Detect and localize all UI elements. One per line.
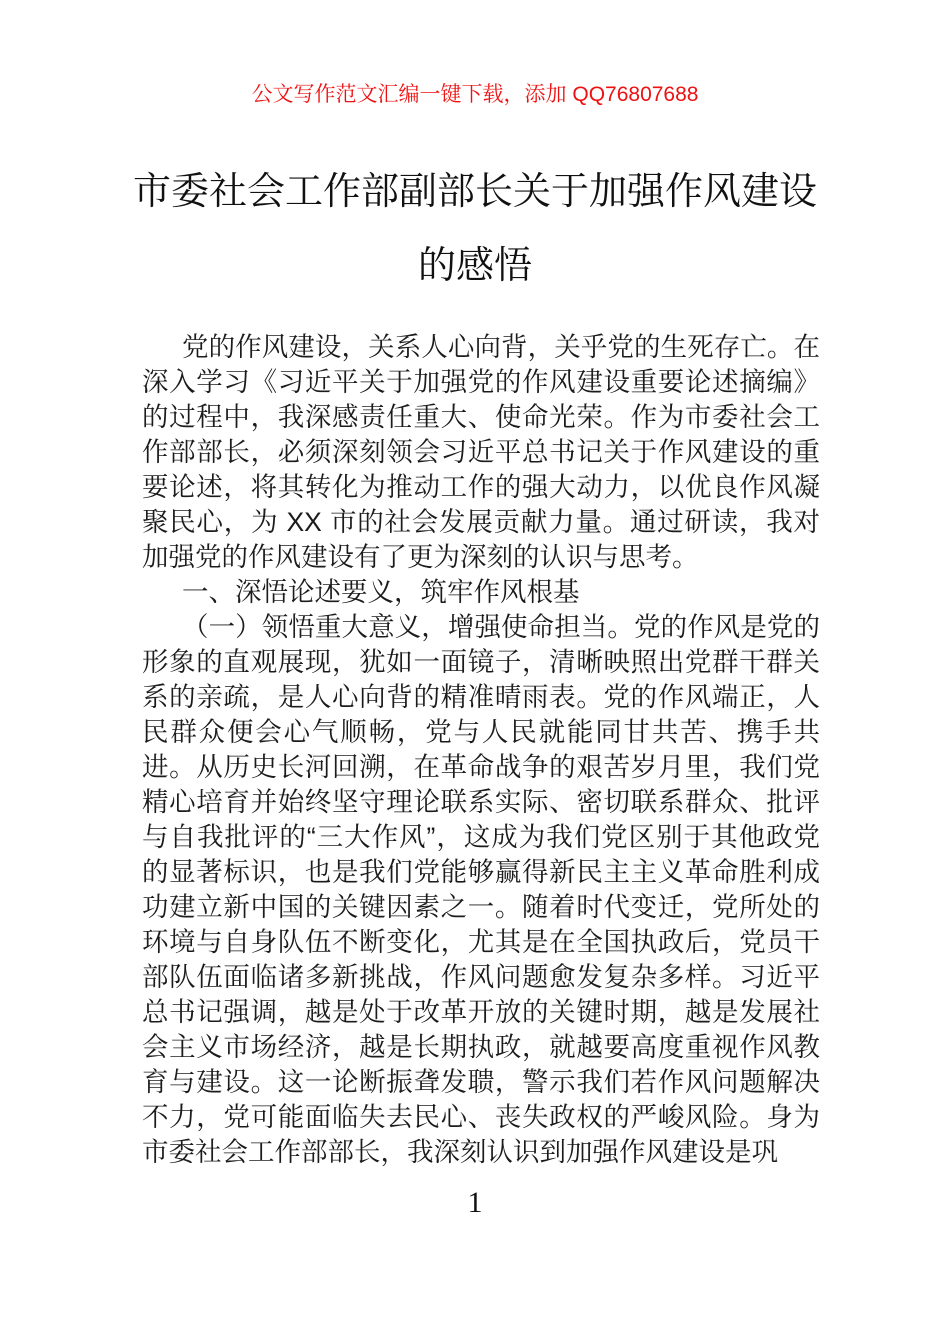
section-heading: 一、深悟论述要义，筑牢作风根基 xyxy=(182,577,580,607)
body-paragraph: （一）领悟重大意义，增强使命担当。党的作风是党的形象的直观展现，犹如一面镜子，清晰映照出党群干群关系的亲疏，是人心向背的精准晴雨表。党的作风端正，人民群众便会心气顺畅，党与人民就能同甘共苦、携手共进。从历史长河回溯，在革命战争的艰苦岁月里，我们党精心培育并始终坚守理论联系实际、密切联系群众、批评与自我批评的“三大作风”，这成为我们党区别于其他政党的显著标识，也是我们党能够赢得新民主主义革命胜利成功建立新中国的关键因素之一。随着时代变迁，党所处的环境与自身队伍不断变化，尤其是在全国执政后，党员干部队伍面临诸多新挑战，作风问题愈发复杂多样。习近平总书记强调，越是处于改革开放的关键时期，越是发展社会主义市场经济，越是长期执政，就越要高度重视作风教育与建设。这一论断振聋发聩，警示我们若作风问题解决不力，党可能面临失去民心、丧失政权的严峻风险。身为市委社会工作部部长，我深刻认识到加强作风建设是巩 xyxy=(142,612,820,1167)
title-line-1: 市委社会工作部副部长关于加强作风建设 xyxy=(132,171,817,213)
body-paragraph: 党的作风建设，关系人心向背，关乎党的生死存亡。在深入学习《习近平关于加强党的作风建设重要论述摘编》的过程中，我深感责任重大、使命光荣。作为市委社会工作部部长，必须深刻领会习近平总书记关于作风建设的重要论述，将其转化为推动工作的强大动力，以优良作风凝聚民心，为 XX 市的社会发展贡献力量。通过研读，我对加强党的作风建设有了更为深刻的认识与思考。 xyxy=(142,332,820,572)
title-line-2: 的感悟 xyxy=(417,245,532,287)
page-number: 1 xyxy=(467,1186,483,1219)
document-title xyxy=(125,155,825,303)
header-notice: 公文写作范文汇编一键下载，添加 QQ76807688 xyxy=(251,83,699,106)
document-body xyxy=(142,330,820,1170)
